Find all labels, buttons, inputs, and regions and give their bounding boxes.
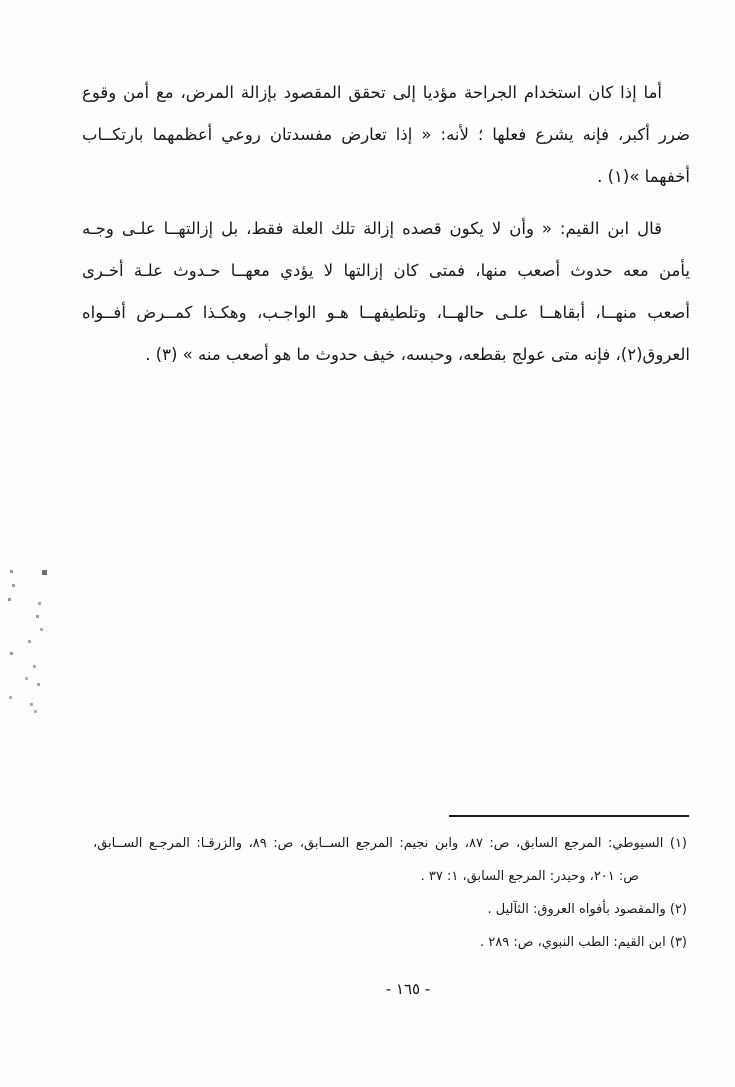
body-text [82, 72, 690, 376]
page-number: - ١٦٥ - [385, 980, 431, 998]
footnote-line: (٣) ابن القيم: الطب النبوي، ص: ٢٨٩ . [480, 935, 687, 950]
paragraph-ibn-alqayyim-quote [82, 208, 690, 376]
footnotes [93, 827, 687, 959]
footnote-3 [93, 926, 687, 959]
text-line: أصعب منهــا، أبقاهــا علـى حالهــا، وتلطيفهــا هـو الواجـب، وهكـذا كمــرض أفــواه [82, 303, 690, 322]
text-line: يأمن معه حدوث أصعب منها، فمتى كان إزالتها لا يؤدي معهــا حـدوث علـة أخـرى [82, 261, 690, 280]
footnote-1 [93, 827, 687, 893]
text-line: أما إذا كان استخدام الجراحة مؤديا إلى تحقق المقصود بإزالة المرض، مع أمن وقوع [82, 83, 662, 102]
text-line: ضرر أكبر، فإنه يشرع فعلها ؛ لأنه: « إذا تعارض مفسدتان روعي أعظمهما بارتكــاب [82, 125, 690, 144]
text-line: أخفهما »(١) . [597, 167, 690, 186]
footnote-2 [93, 893, 687, 926]
footnote-line: ص: ٢٠١، وحيدر: المرجع السابق، ١: ٣٧ . [420, 869, 639, 884]
paragraph-surgery-ruling [82, 72, 690, 198]
text-line: قال ابن القيم: « وأن لا يكون قصده إزالة تلك العلة فقط، بل إزالتهــا علـى وجـه [82, 219, 662, 238]
scan-speckles [10, 570, 13, 573]
footnote-separator-rule [449, 815, 689, 817]
footnote-line: (١) السيوطي: المرجع السابق، ص: ٨٧، وابن نجيم: المرجع الســابق، ص: ٨٩، والزرقـا: المرجـع الســابق، [93, 836, 687, 851]
text-line: العروق(٢)، فإنه متى عولج بقطعه، وحبسه، خيف حدوث ما هو أصعب منه » (٣) . [145, 345, 690, 364]
footnote-line: (٢) والمقصود بأفواه العروق: الثآليل . [487, 902, 687, 917]
